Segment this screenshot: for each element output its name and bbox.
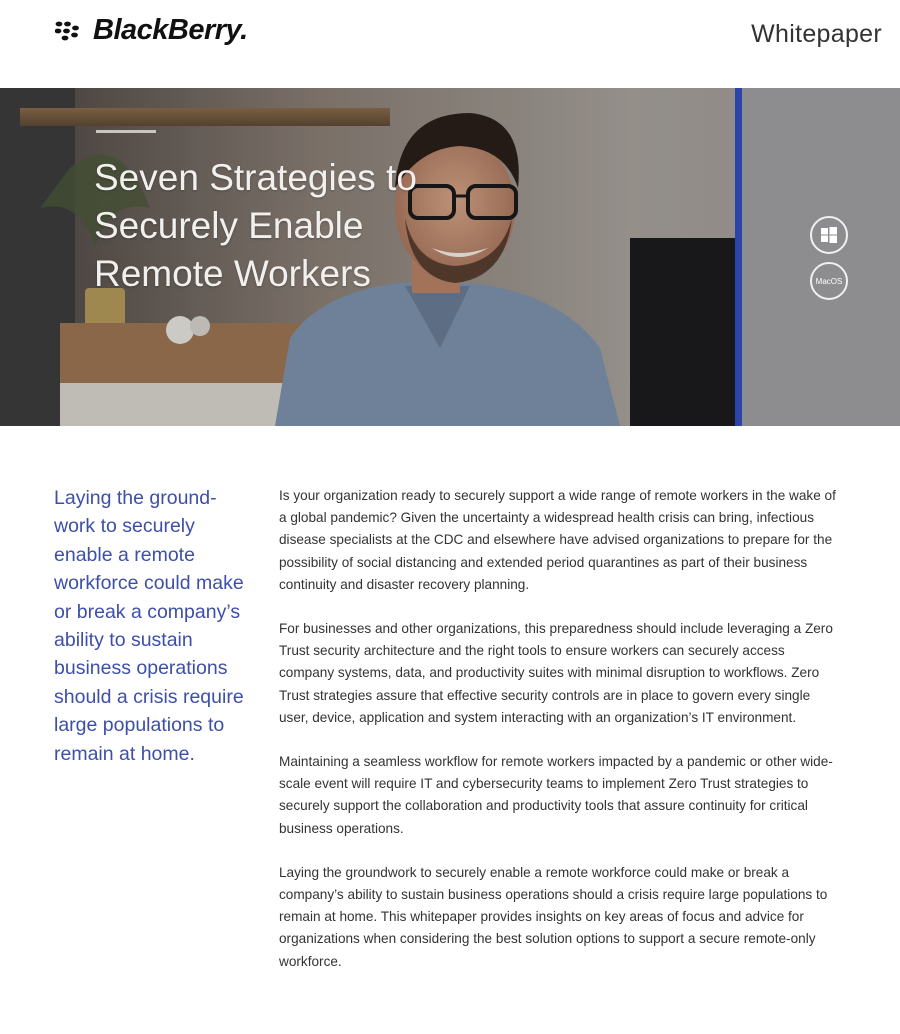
platform-panel: [735, 88, 900, 426]
blackberry-logo-icon: [55, 20, 87, 42]
macos-icon: [810, 262, 848, 300]
document-type-label: Whitepaper: [751, 20, 882, 48]
body-paragraph: For businesses and other organizations, this preparedness should include leveraging a Zero Trust security architecture and the right tools to ensure workers can securely access company systems, data, and productivity suites with minimal disruption to workflows. Zero Trust strategies assure that effective security controls are in place to govern every single user, device, application and system interacting with an organization’s IT environment.: [279, 621, 833, 725]
windows-icon: [810, 216, 848, 254]
body-paragraph: Is your organization ready to securely support a wide range of remote workers in the wake of a global pandemic? Given the uncertainty a widespread health crisis can bring, infectious disease specialists at the CDC and elsewhere have advised organizations to prepare for the possibility of social distancing and extended period quarantines as part of their business continuity and disaster recovery planning.: [279, 488, 836, 592]
page-header: [0, 0, 900, 88]
body-paragraph: Laying the groundwork to securely enable a remote workforce could make or break a company’s ability to sustain business operations should a crisis require large populations to remain at home. This whitepaper provides insights on key areas of focus and advice for organizations when considering the best solution options to support a secure remote-only workforce.: [279, 864, 828, 969]
body-paragraph: Maintaining a seamless workflow for remote workers impacted by a pandemic or other wide-scale event will require IT and cybersecurity teams to implement Zero Trust strategies to securely support the collaboration and productivity tools that assure continuity for critical business operations.: [279, 754, 833, 836]
title-accent-rule: [96, 130, 156, 133]
blackberry-logo[interactable]: [55, 14, 248, 47]
accent-bar: [735, 88, 742, 426]
macos-label: MacOS: [815, 276, 843, 286]
body-text: [279, 485, 839, 995]
brand-name: BlackBerry.: [93, 14, 248, 46]
pull-quote: Laying the ground-work to securely enable a remote workforce could make or break a company’s ability to sustain business operations should a crisis require large populations to remain at home.: [54, 487, 244, 765]
windows-logo-icon: [821, 227, 837, 243]
hero-banner: [0, 88, 900, 426]
hero-title: Seven Strategies to Securely Enable Remote Workers: [94, 157, 417, 294]
